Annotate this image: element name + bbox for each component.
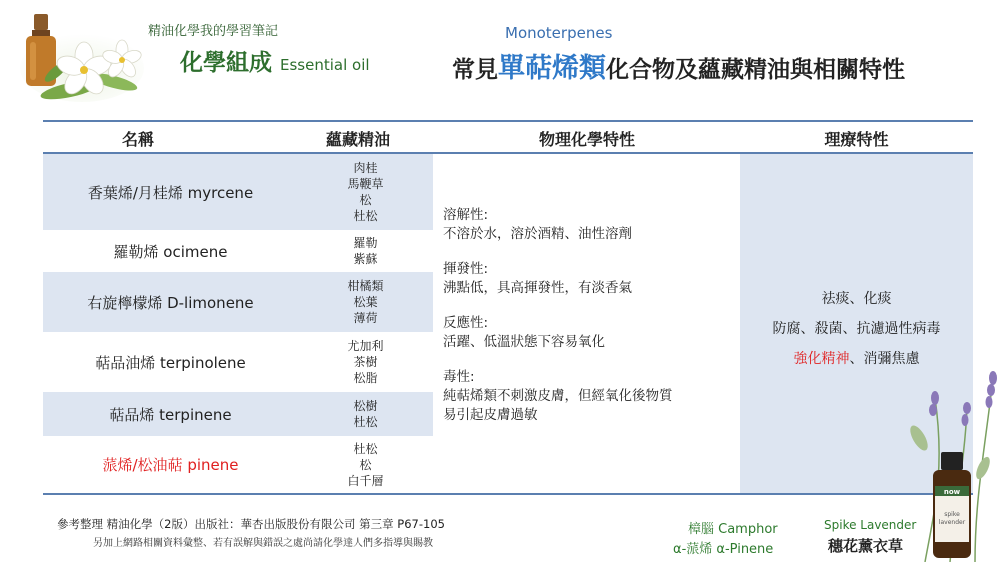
property-block <box>443 260 739 298</box>
reference-note: 另加上網路相關資料彙整、若有誤解與錯誤之處尚請化學達人們多指導與賜教 <box>93 538 433 549</box>
oil-item: 白千層 <box>347 473 384 488</box>
oil-item: 尤加利 <box>347 339 384 353</box>
spike-lavender-en: Spike Lavender <box>824 518 917 532</box>
oil-list <box>298 230 433 272</box>
title-highlight: 單萜烯類 <box>498 53 606 84</box>
table-row <box>43 332 433 392</box>
table-bottom-rule <box>43 493 973 495</box>
property-text: 純萜烯類不刺激皮膚，但經氧化後物質 <box>443 388 673 404</box>
therapy-highlight: 強化精神 <box>793 351 850 367</box>
therapy-line: 防腐、殺菌、抗濾過性病毒 <box>772 321 941 337</box>
property-label: 揮發性: <box>443 261 489 277</box>
table-row <box>43 392 433 436</box>
oil-item: 杜松 <box>353 441 378 456</box>
table-row <box>43 154 433 230</box>
oil-item: 羅勒 <box>353 236 378 250</box>
bottle-label-lavender: lavender <box>938 519 966 526</box>
property-label: 反應性: <box>443 315 489 331</box>
table-row <box>43 272 433 332</box>
oil-item: 松 <box>359 457 372 472</box>
property-block <box>443 368 739 425</box>
property-text: 活躍、低溫狀態下容易氧化 <box>443 334 605 350</box>
title-prefix: 常見 <box>452 57 498 83</box>
oil-item: 松 <box>359 193 372 207</box>
oil-item: 茶樹 <box>353 355 378 369</box>
compound-name: 右旋檸檬烯 D-limonene <box>87 293 254 312</box>
oil-list <box>298 392 433 436</box>
bottle-label-spike: spike <box>944 511 960 518</box>
essential-oil-logo <box>18 12 146 104</box>
slide-subtitle: Monoterpenes <box>505 24 613 42</box>
spike-lavender-zh: 穗花薰衣草 <box>828 537 904 555</box>
oil-item: 馬鞭草 <box>347 177 384 191</box>
header-therapy: 理療特性 <box>824 130 889 149</box>
therapy-rest: 、消彌焦慮 <box>849 351 920 367</box>
oil-item: 肉桂 <box>353 161 378 175</box>
oil-item: 杜松 <box>353 209 378 223</box>
chemistry-title-en: Essential oil <box>280 56 370 74</box>
oil-item: 松樹 <box>353 399 378 413</box>
chemistry-title <box>180 44 370 77</box>
physicochemical-properties <box>435 154 739 493</box>
property-text-continued: 易引起皮膚過敏 <box>443 407 538 423</box>
oil-item: 柑橘類 <box>347 279 384 293</box>
compound-name-highlight: 蒎烯/松油萜 pinene <box>102 456 239 474</box>
header-oils: 蘊藏精油 <box>325 130 390 149</box>
oil-list <box>298 154 433 230</box>
compound-name: 萜品油烯 terpinolene <box>95 353 246 372</box>
oil-list <box>298 332 433 392</box>
oil-item: 紫蘇 <box>353 252 378 266</box>
alpha-pinene-label: α-蒎烯 α-Pinene <box>673 542 774 557</box>
property-label: 溶解性: <box>443 207 489 223</box>
property-block <box>443 314 739 352</box>
header-properties: 物理化學特性 <box>538 130 635 149</box>
table-top-rule <box>43 120 973 122</box>
property-text: 不溶於水，溶於酒精、油性溶劑 <box>443 226 632 242</box>
compound-name: 羅勒烯 ocimene <box>113 242 228 261</box>
spike-lavender-bottle-image <box>905 358 1000 562</box>
camphor-label: 樟腦 Camphor <box>688 522 778 537</box>
title-suffix: 化合物及蘊藏精油與相關特性 <box>606 57 905 83</box>
bottle-brand: now <box>943 488 961 496</box>
oil-item: 松脂 <box>353 371 378 385</box>
compound-name: 萜品烯 terpinene <box>109 405 232 424</box>
therapy-line: 祛痰、化痰 <box>821 291 892 307</box>
table-row <box>43 230 433 272</box>
property-block <box>443 206 739 244</box>
oil-item: 薄荷 <box>353 311 378 325</box>
chemistry-title-zh: 化學組成 <box>180 50 272 76</box>
oil-list <box>298 272 433 332</box>
slide-title <box>452 46 905 85</box>
property-label: 毒性: <box>443 369 475 385</box>
monoterpenes-table <box>43 120 973 495</box>
compound-name: 香葉烯/月桂烯 myrcene <box>87 183 254 202</box>
header-name: 名稱 <box>121 130 154 149</box>
series-title: 精油化學我的學習筆記 <box>148 24 279 39</box>
oil-item: 松葉 <box>353 295 378 309</box>
table-row <box>43 436 433 493</box>
oil-list <box>298 436 433 493</box>
property-text: 沸點低，具高揮發性，有淡香氣 <box>443 280 632 296</box>
oil-item: 杜松 <box>353 415 378 429</box>
reference-citation: 參考整理 精油化學（2版）出版社：華杏出版股份有限公司 第三章 P67-105 <box>57 517 445 531</box>
